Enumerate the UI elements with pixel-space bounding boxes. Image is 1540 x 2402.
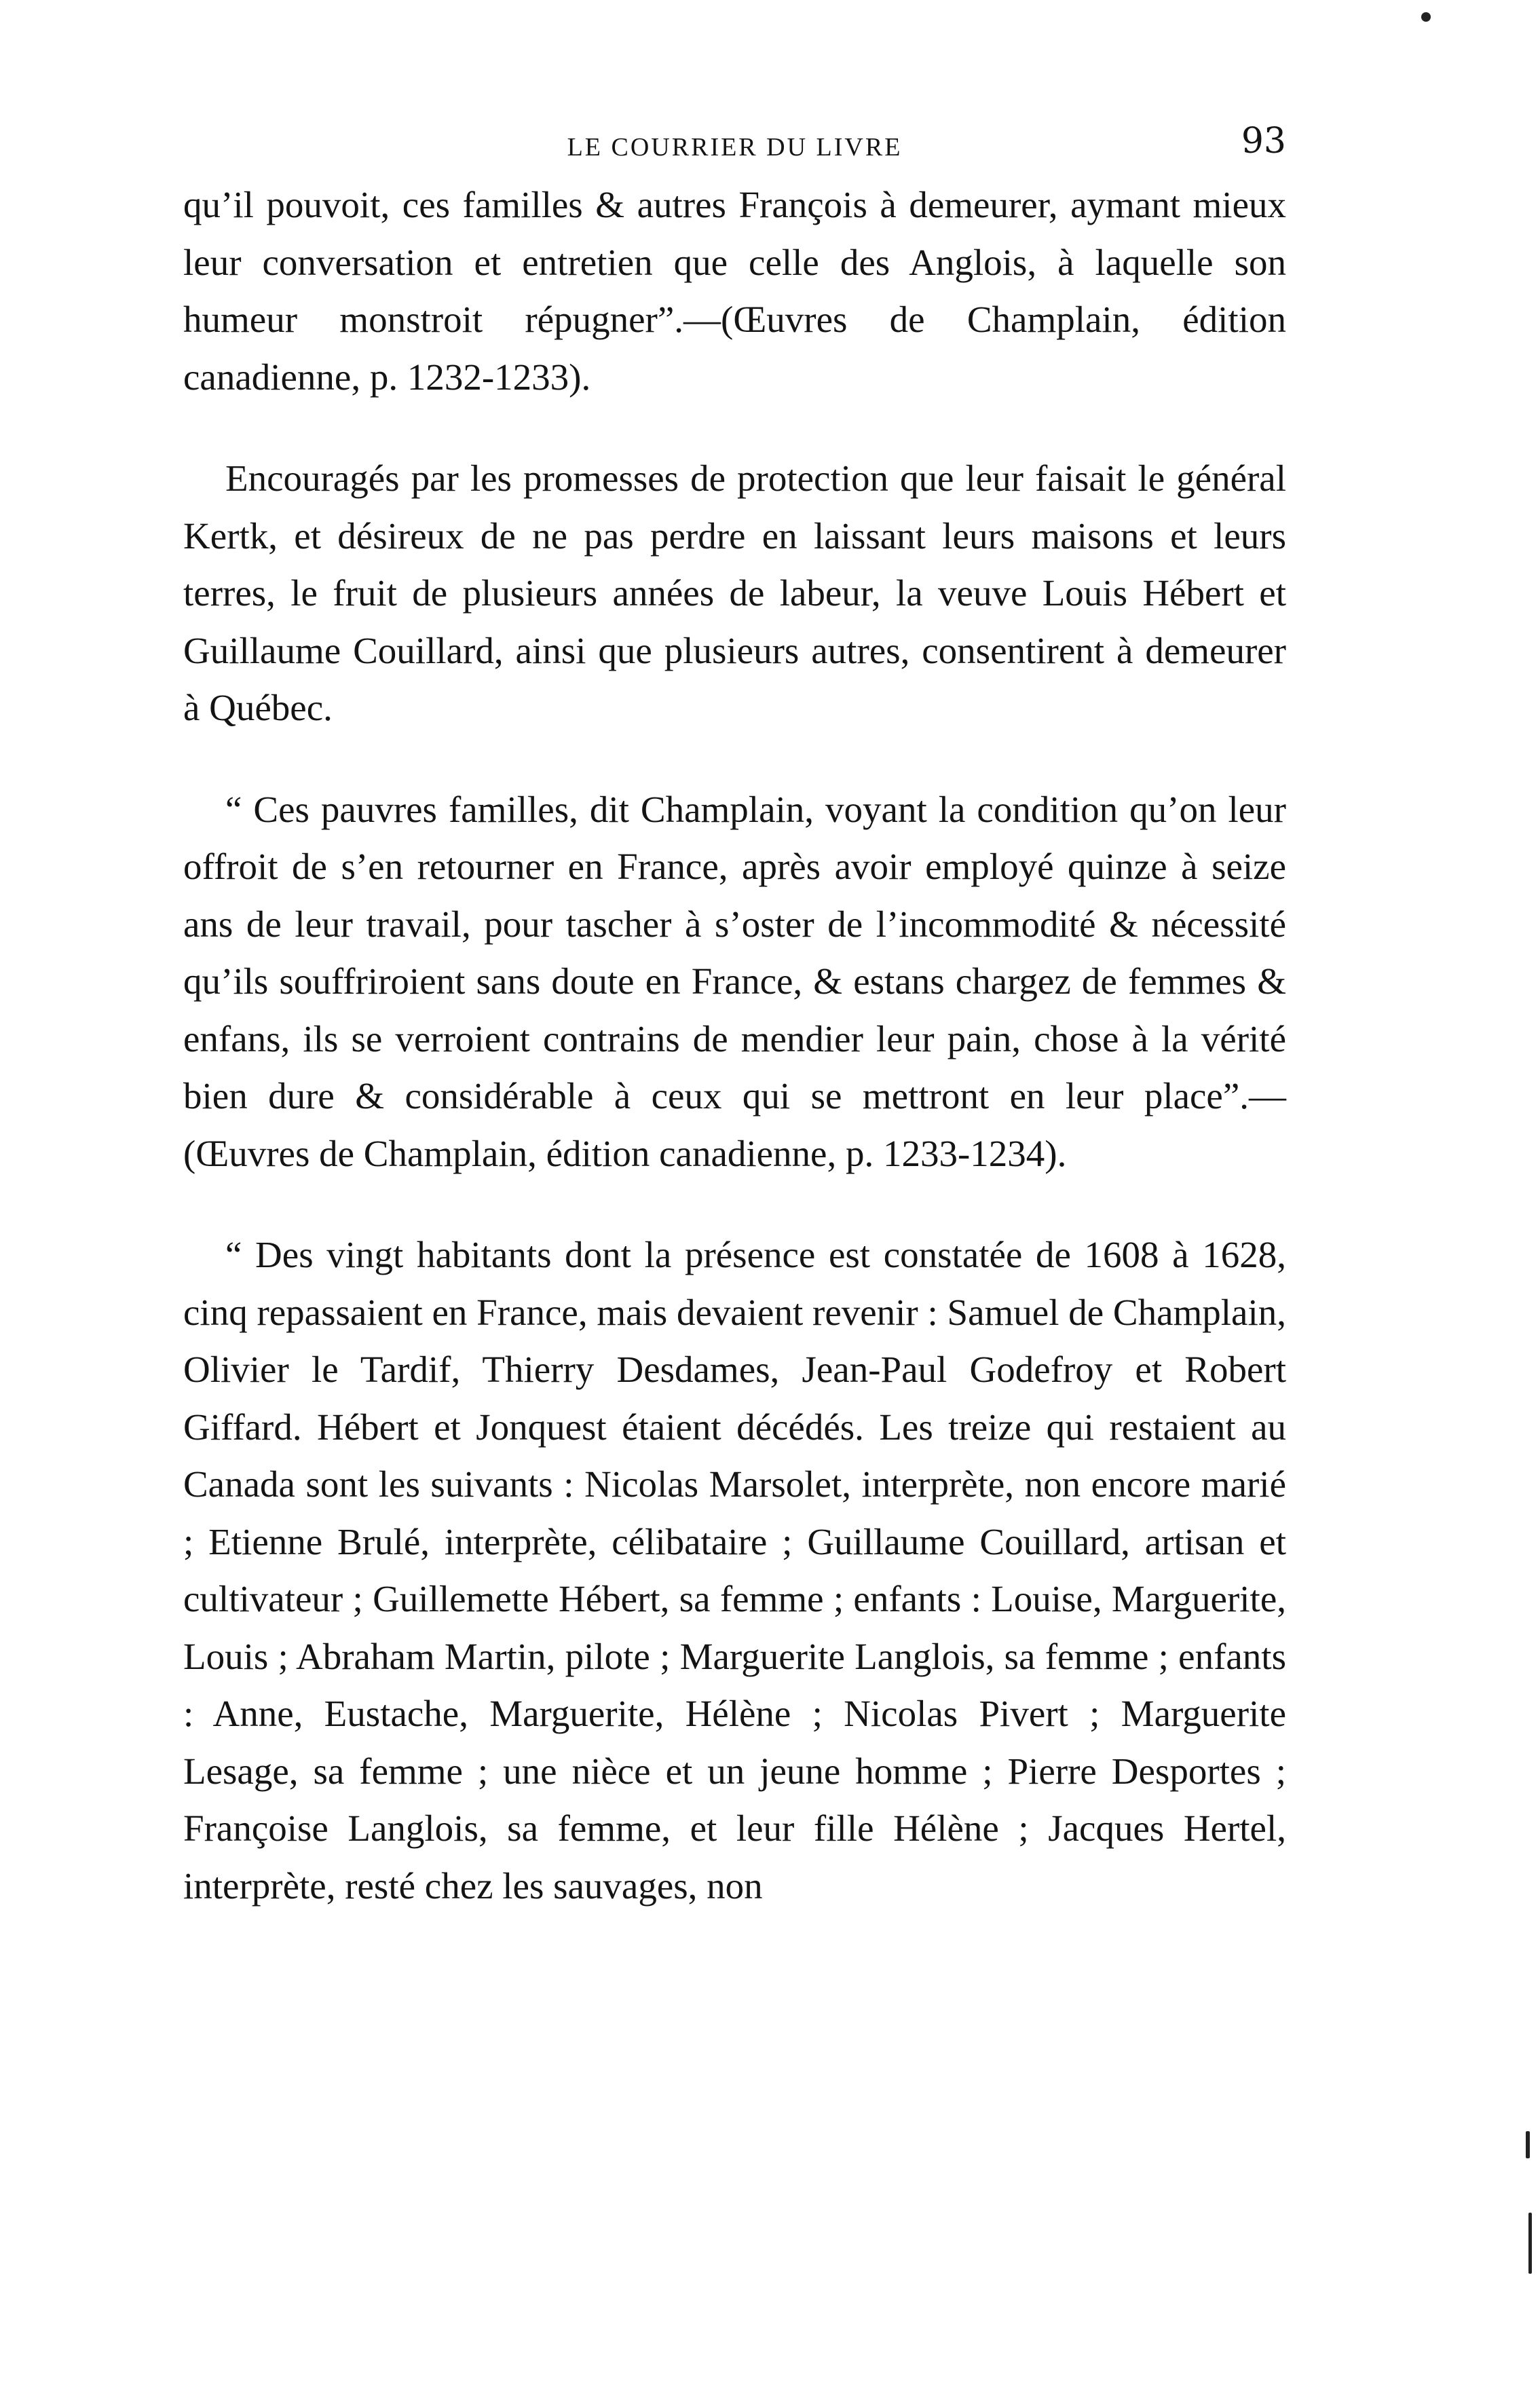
paragraph-4-quotation: “ Des vingt habitants dont la présence est constatée de 1608 à 1628, cinq repassaient en France, mais devaient revenir : Samuel de Champlain, Olivier le Tardif, Thierry Desdames, Jean-Paul Godefroy et Robert Giffard. Hébert et Jonquest étaient décédés. Les treize qui restaient au Canada sont les suivants : Nicolas Marsolet, interprète, non encore marié ; Etienne Brulé, interprète, célibataire ; Guillaume Couillard, artisan et cultivateur ; Guillemette Hébert, sa femme ; enfants : Louise, Marguerite, Louis ; Abraham Martin, pilote ; Marguerite Langlois, sa femme ; enfants : Anne, Eustache, Marguerite, Hélène ; Nicolas Pivert ; Marguerite Lesage, sa femme ; une nièce et un jeune homme ; Pierre Desportes ; Françoise Langlois, sa femme, et leur fille Hélène ; Jacques Hertel, interprète, resté chez les sauvages, non — [183, 1234, 1286, 1907]
paragraph-3-quotation: “ Ces pauvres familles, dit Champlain, voyant la condition qu’on leur offroit de s’en retourner en France, après avoir employé quinze à seize ans de leur travail, pour tascher à s’oster de l’incommodité & nécessité qu’ils souffriroient sans doute en France, & estans chargez de femmes & enfans, ils se verroient contrains de mendier leur pain, chose à la vérité bien dure & considérable à ceux qui se mettront en leur place”.—(Œuvres de Champlain, édition canadienne, p. 1233-1234). — [183, 788, 1286, 1174]
running-head — [183, 102, 1286, 176]
paragraph-2: Encouragés par les promesses de protection que leur faisait le général Kertk, et désireux de ne pas perdre en laissant leurs maisons et leurs terres, le fruit de plusieurs années de labeur, la veuve Louis Hébert et Guillaume Couillard, ainsi que plusieurs autres, consentirent à demeurer à Québec. — [183, 457, 1286, 728]
page-number: 93 — [1241, 121, 1286, 162]
running-title: LE COURRIER DU LIVRE — [567, 133, 903, 162]
scan-mark-top-right — [1421, 12, 1431, 22]
book-page — [183, 102, 1286, 1915]
paragraph-1: qu’il pouvoit, ces familles & autres François à demeurer, aymant mieux leur conversation et entretien que celle des Anglois, à laquelle son humeur monstroit répugner”.—(Œuvres de Champlain, édition canadienne, p. 1232-1233). — [183, 184, 1286, 398]
scan-mark-edge — [1526, 2131, 1530, 2158]
scan-mark-edge-2 — [1528, 2213, 1532, 2274]
